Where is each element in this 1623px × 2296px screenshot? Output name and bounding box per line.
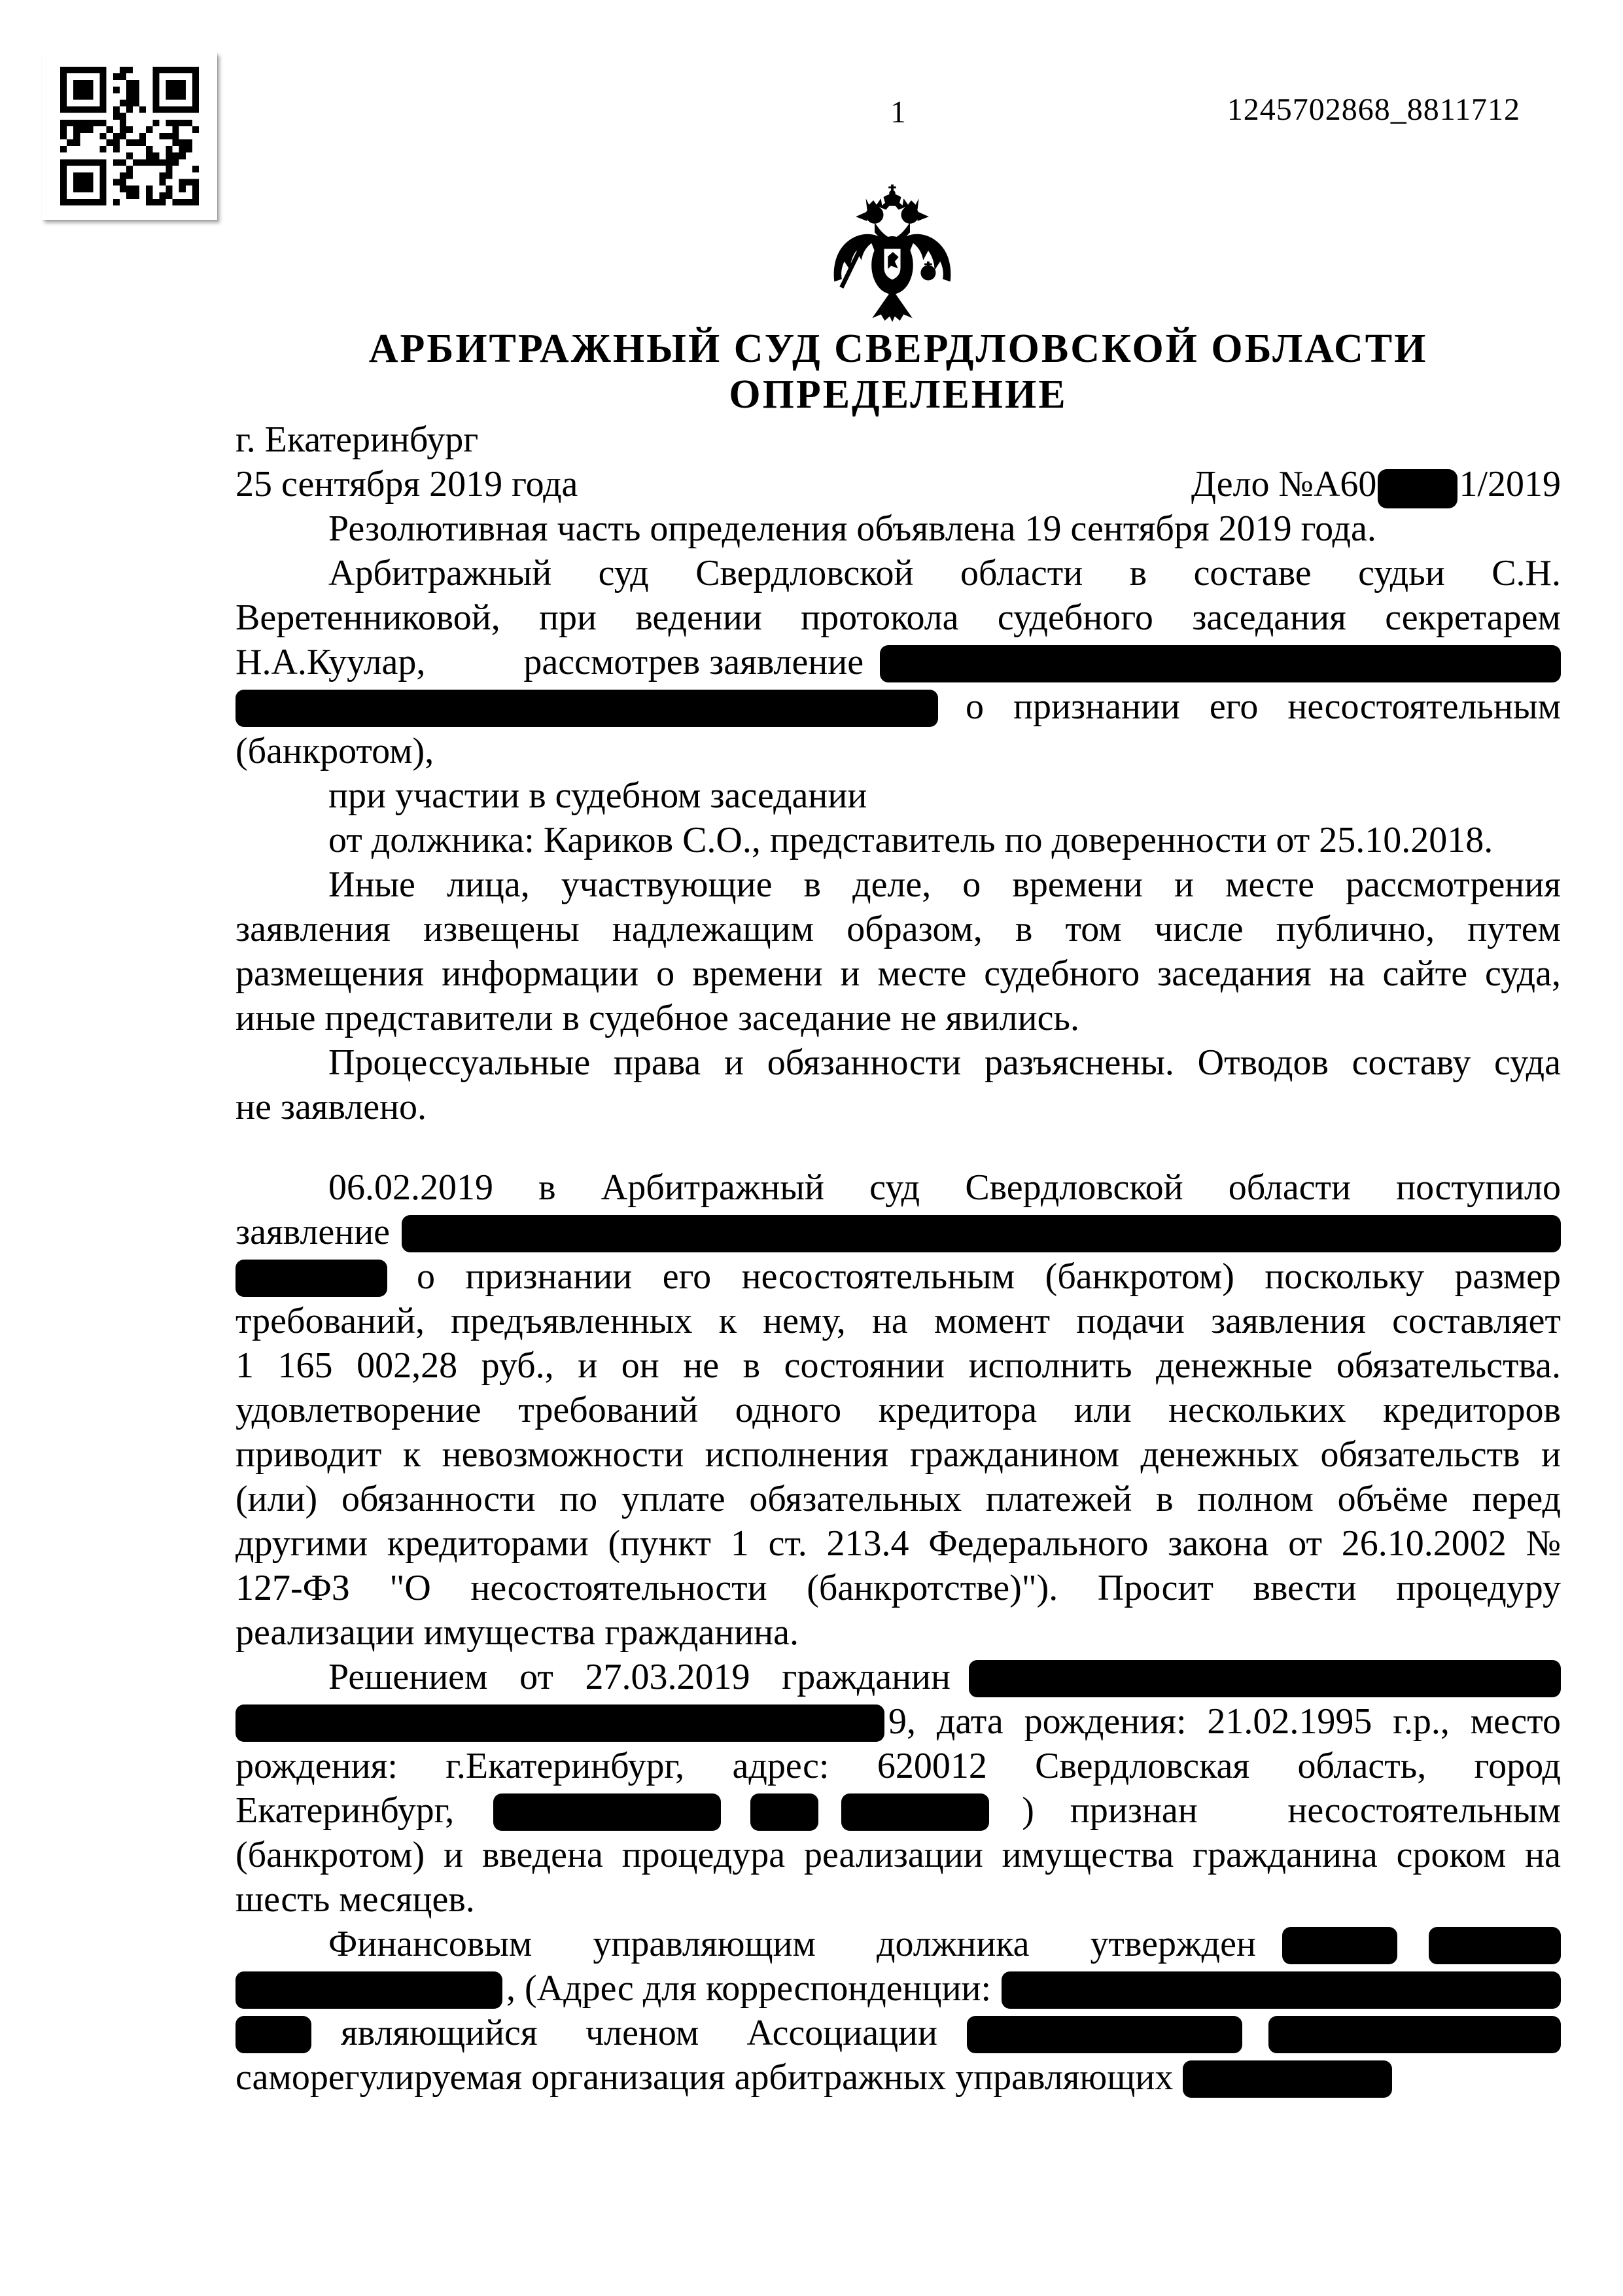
text-segment: Н.А.Куулар,: [236, 642, 426, 682]
redaction-bar: [402, 1215, 1561, 1252]
text-line: [236, 1699, 1561, 1744]
text-line: 06.02.2019 в Арбитражный суд Свердловской области поступило: [328, 1167, 1561, 1208]
text-line: заявления извещены надлежащим образом, в том числе публично, путем: [236, 909, 1561, 949]
text-segment: Екатеринбург,: [236, 1790, 455, 1831]
text-line: [236, 684, 1561, 729]
text-segment: саморегулируемая организация арбитражных управляющих: [236, 2057, 1174, 2098]
text-line: реализации имущества гражданина.: [236, 1612, 799, 1653]
text-segment: о признании его несостоятельным (банкротом) поскольку размер: [417, 1256, 1561, 1297]
text-segment: заявление: [236, 1212, 391, 1252]
text-segment: 9, дата рождения: 21.02.1995 г.р., место: [888, 1701, 1561, 1742]
redaction-bar: [880, 645, 1561, 682]
text-line: [236, 2011, 1561, 2055]
text-line: [236, 1655, 1561, 1699]
text-line: [236, 1966, 1561, 2011]
redaction-bar: [1002, 1971, 1561, 2009]
text-line: [236, 1788, 1561, 1833]
text-line: [236, 1254, 1561, 1299]
document-content: [236, 326, 1561, 2100]
redaction-bar: [236, 1704, 884, 1742]
qr-code-icon: [60, 67, 199, 205]
document-type-title: ОПРЕДЕЛЕНИЕ: [729, 372, 1068, 417]
text-line: [236, 640, 1561, 684]
text-line: Иные лица, участвующие в деле, о времени и месте рассмотрения: [328, 864, 1561, 905]
text-line: рождения: г.Екатеринбург, адрес: 620012 Свердловская область, город: [236, 1746, 1561, 1786]
text-line: 127-ФЗ "О несостоятельности (банкротстве)"). Просит ввести процедуру: [236, 1568, 1561, 1608]
document-body: [236, 506, 1561, 2100]
text-line: другими кредиторами (пункт 1 ст. 213.4 Федерального закона от 26.10.2002 №: [236, 1523, 1561, 1564]
text-segment: являющийся членом Ассоциации: [341, 2013, 937, 2053]
redaction-bar: [236, 2016, 311, 2053]
text-line: 1 165 002,28 руб., и он не в состоянии исполнить денежные обязательства.: [236, 1345, 1561, 1386]
redaction-bar: [236, 1260, 387, 1297]
text-segment: рассмотрев заявление: [523, 642, 864, 682]
redaction-bar: [750, 1793, 818, 1831]
text-line: Арбитражный суд Свердловской области в составе судьи С.Н.: [328, 553, 1561, 593]
text-line: шесть месяцев.: [236, 1879, 475, 1920]
redaction-bar: [969, 1660, 1561, 1697]
text-line: при участии в судебном заседании: [328, 775, 867, 816]
text-segment: Финансовым управляющим должника утвержден: [328, 1924, 1256, 1964]
redaction-bar: [1268, 2016, 1561, 2053]
redaction-bar: [493, 1793, 721, 1831]
text-line: (банкротом),: [236, 731, 434, 771]
city-line: г. Екатеринбург: [236, 419, 479, 460]
qr-code-card: [42, 52, 217, 220]
page-number: 1: [890, 95, 906, 130]
text-line: [236, 2055, 1561, 2100]
redaction-bar: [236, 1971, 502, 2009]
text-line: (или) обязанности по уплате обязательных платежей в полном объёме перед: [236, 1479, 1561, 1519]
russian-coat-of-arms-icon: [828, 185, 956, 323]
text-line: Резолютивная часть определения объявлена 19 сентября 2019 года.: [328, 508, 1376, 549]
text-segment: Решением от 27.03.2019 гражданин: [328, 1657, 951, 1697]
court-name-title: АРБИТРАЖНЫЙ СУД СВЕРДЛОВСКОЙ ОБЛАСТИ: [368, 327, 1428, 371]
text-segment: признан несостоятельным: [1070, 1790, 1561, 1831]
text-line: удовлетворение требований одного кредитора или нескольких кредиторов: [236, 1390, 1561, 1430]
text-line: [236, 1922, 1561, 1966]
redaction-bar: [236, 690, 938, 727]
case-number-suffix: 1/2019: [1459, 464, 1561, 504]
text-line: не заявлено.: [236, 1087, 427, 1127]
text-line: требований, предъявленных к нему, на момент подачи заявления составляет: [236, 1301, 1561, 1341]
date-case-line: [236, 462, 1561, 506]
redaction-bar: [967, 2016, 1242, 2053]
redaction-bar: [841, 1793, 989, 1831]
redaction-bar: [1282, 1927, 1397, 1964]
redaction-bar: [1429, 1927, 1561, 1964]
redaction-bar: [1378, 469, 1457, 508]
text-segment: , (Адрес для корреспонденции:: [506, 1968, 992, 2009]
text-segment: ): [1022, 1790, 1034, 1831]
text-line: Веретенниковой, при ведении протокола судебного заседания секретарем: [236, 597, 1561, 638]
text-line: [236, 1210, 1561, 1254]
redaction-bar: [1183, 2060, 1392, 2098]
text-line: размещения информации о времени и месте судебного заседания на сайте суда,: [236, 953, 1561, 994]
text-line: от должника: Кариков С.О., представитель по доверенности от 25.10.2018.: [328, 820, 1493, 860]
text-line: (банкротом) и введена процедура реализации имущества гражданина сроком на: [236, 1835, 1561, 1875]
document-id: 1245702868_8811712: [1227, 92, 1520, 127]
text-line: иные представители в судебное заседание не явились.: [236, 998, 1079, 1038]
case-number-prefix: Дело №А60: [1191, 464, 1377, 504]
text-segment: о признании его несостоятельным: [966, 686, 1561, 727]
text-line: приводит к невозможности исполнения гражданином денежных обязательств и: [236, 1434, 1561, 1475]
text-line: Процессуальные права и обязанности разъяснены. Отводов составу суда: [328, 1042, 1561, 1083]
document-date: 25 сентября 2019 года: [236, 464, 578, 504]
